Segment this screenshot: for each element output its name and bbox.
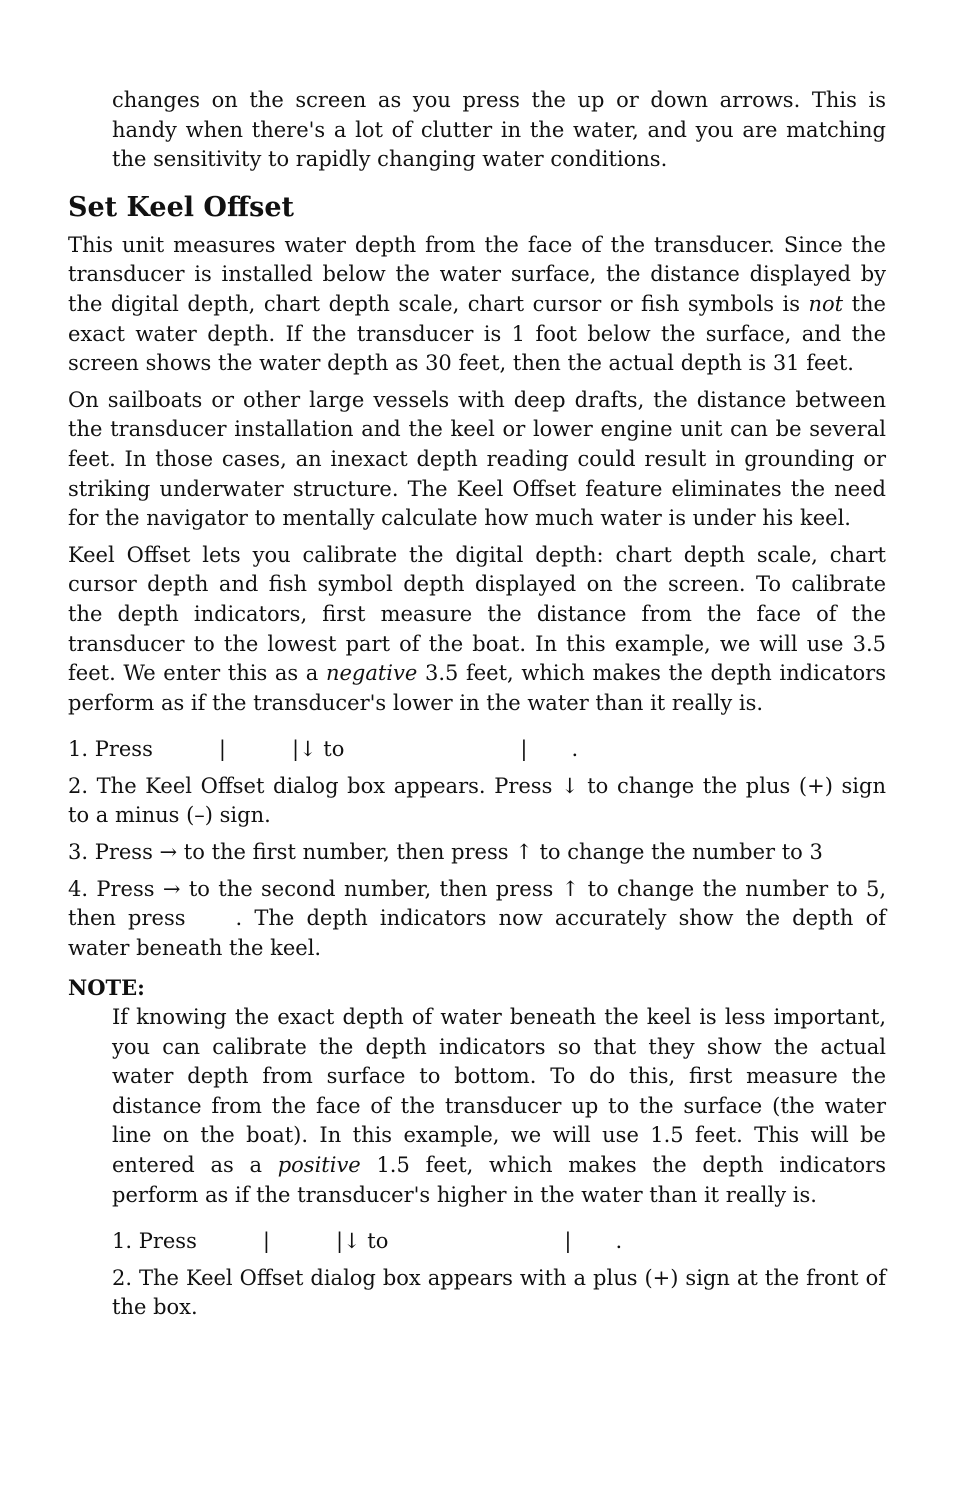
para3-text-b: 3.5 feet, which makes the depth indicators perform as if the transducer's lower in the water than it really is.	[68, 661, 886, 715]
manual-page	[68, 86, 886, 1323]
step-1-press: 1. Press	[68, 737, 153, 762]
note-text-b: 1.5 feet, which makes the depth indicators perform as if the transducer's higher in the water than it really is.	[112, 1153, 886, 1207]
para1-text-a: This unit measures water depth from the face of the transducer. Since the transducer is installed below the water surface, the distance displayed by the digital depth, chart depth scale, chart cursor or fish symbols is	[68, 232, 886, 316]
step-1-end: .	[571, 737, 579, 762]
para3-emphasis: negative	[325, 661, 418, 686]
note-step-1	[112, 1227, 886, 1257]
paragraph-sailboats: On sailboats or other large vessels with deep drafts, the distance between the transducer installation and the keel or lower engine unit can be several feet. In those cases, an inexact depth reading could result in grounding or striking underwater structure. The Keel Offset feature eliminates the need for the navigator to mentally calculate how much water is under his keel.	[68, 387, 886, 531]
para1-emphasis: not	[808, 291, 844, 316]
paragraph-transducer-depth	[68, 231, 886, 379]
intro-paragraph: changes on the screen as you press the up or down arrows. This is handy when there's a lot of clutter in the water, and you are matching the sensitivity to rapidly changing water conditions.	[112, 88, 886, 172]
step-4-text-b: . The depth indicators now accurately show the depth of water beneath the keel.	[68, 906, 886, 960]
step-1-sep: |	[218, 737, 226, 762]
note-step-1-sep: |	[262, 1229, 270, 1254]
para1-text-b: the exact water depth. If the transducer is 1 foot below the surface, and the screen shows the water depth as 30 feet, then the actual depth is 31 feet.	[68, 291, 886, 376]
step-2: 2. The Keel Offset dialog box appears. Press ↓ to change the plus (+) sign to a minus (–) sign.	[68, 773, 886, 828]
paragraph-calibrate	[68, 541, 886, 719]
note-step-2: 2. The Keel Offset dialog box appears with a plus (+) sign at the front of the box.	[112, 1265, 886, 1320]
step-1	[68, 735, 886, 765]
step-3: 3. Press → to the first number, then press ↑ to change the number to 3	[68, 840, 823, 865]
note-step-1-sep-2: |	[564, 1229, 572, 1254]
para3-text-a: Keel Offset lets you calibrate the digital depth: chart depth scale, chart cursor depth and fish symbol depth displayed on the screen. To calibrate the depth indicators, first measure the distance from the face of the transducer to the lowest part of the boat. In this example, we will use 3.5 feet. We enter this as a	[68, 542, 886, 686]
note-label: NOTE:	[68, 975, 145, 1001]
step-1-down-to: |↓ to	[291, 737, 345, 762]
step-4-text-a: 4. Press → to the second number, then press ↑ to change the number to 5, then press	[68, 876, 886, 931]
note-emphasis: positive	[277, 1153, 361, 1177]
step-4	[68, 875, 886, 964]
note-step-1-end: .	[615, 1229, 623, 1254]
note-text-a: If knowing the exact depth of water beneath the keel is less important, you can calibrate the depth indicators so that they show the actual water depth from surface to bottom. To do this, first measure the distance from the face of the transducer up to the surface (the water line on the boat). In this example, we will use 1.5 feet. This will be entered as a	[112, 1005, 886, 1177]
note-step-1-press: 1. Press	[112, 1229, 197, 1254]
step-1-sep-2: |	[520, 737, 528, 762]
section-heading: Set Keel Offset	[68, 191, 294, 223]
note-step-1-down-to: |↓ to	[335, 1229, 389, 1254]
note-paragraph	[112, 1003, 886, 1210]
